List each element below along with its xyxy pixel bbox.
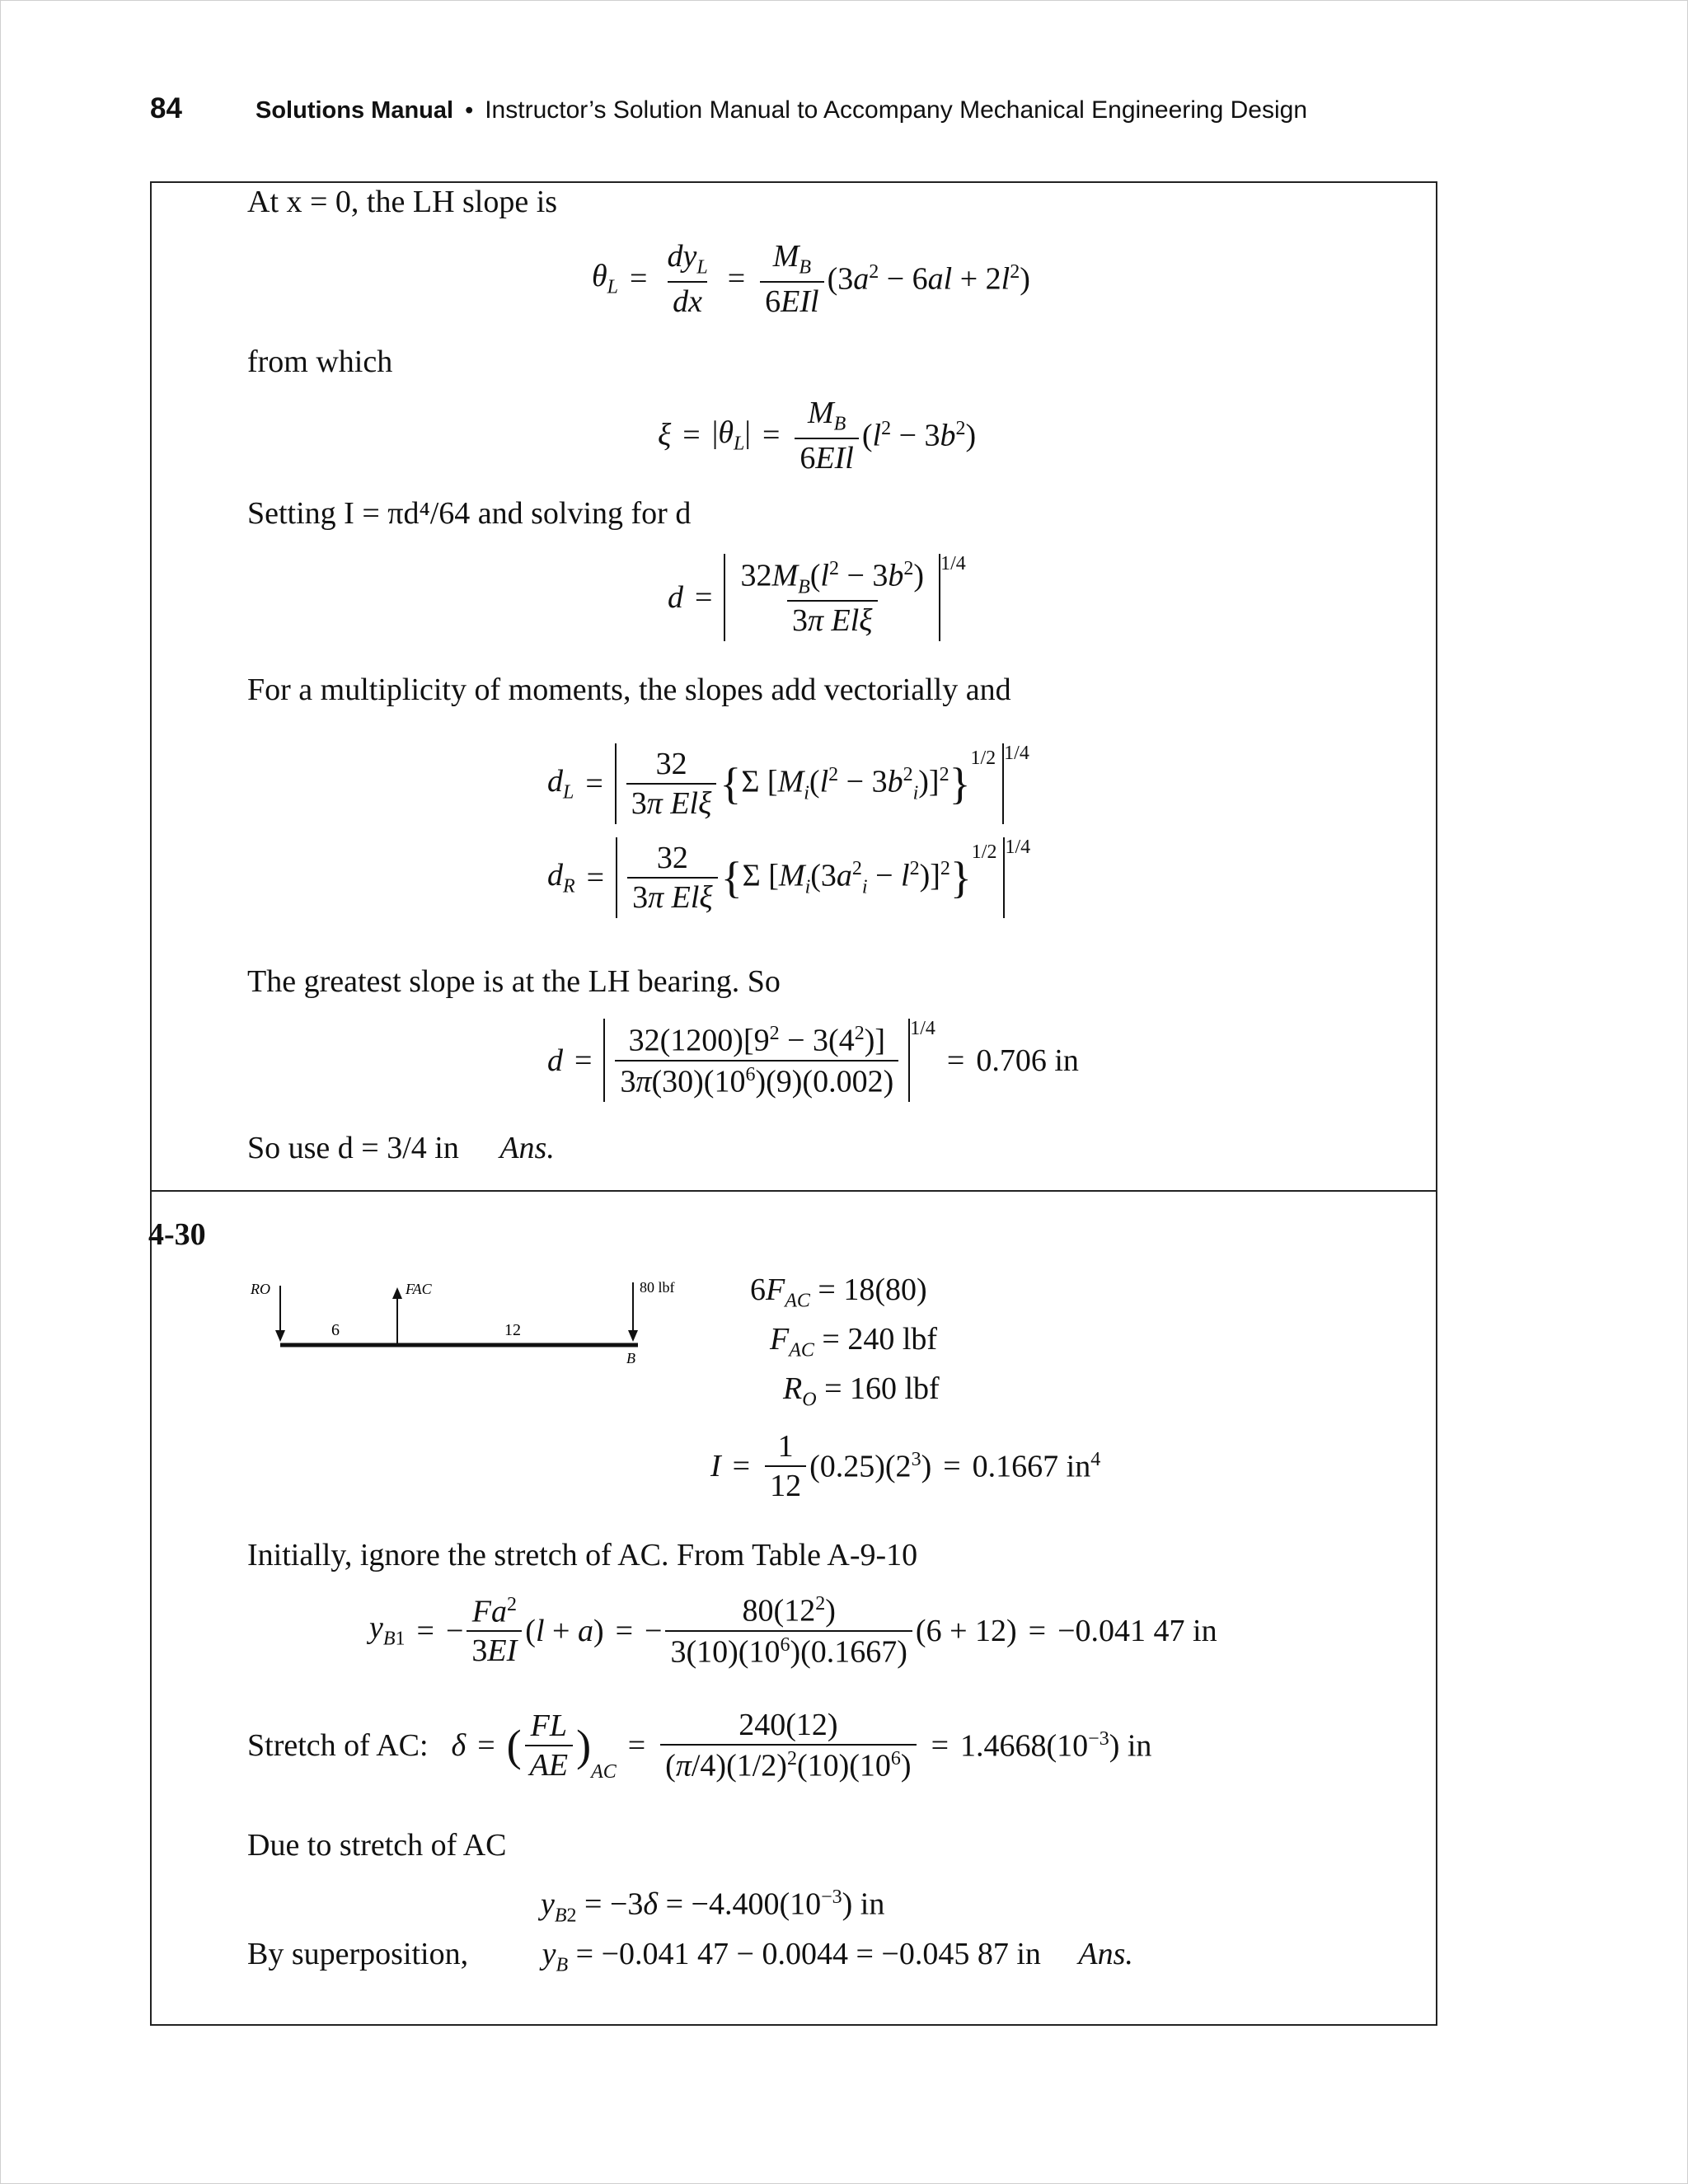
text-superposition-row [247,1938,1133,1975]
text-ignore-stretch: Initially, ignore the stretch of AC. From Table A-9-10 [247,1538,918,1572]
equation-inertia: I = $\frac{1}{12}$ $(0.25)(2^3)$ = 0.1667 $in^4$ [710,1429,1101,1503]
equation-yb2: $y_{B2} = -3\delta = -4.400(10^{-3})$ in [541,1886,885,1927]
answer-label-yb: Ans. [1078,1937,1133,1971]
equation-d-l: $d_L$ = $\frac{32}{\text{3π Elξ}}$ { Σ $[M_i(l^2 - 3b^2_i)]^2$ } 1/2 1/4 [547,743,1029,824]
equation-d-numeric: d = $\frac{32(1200)[9^2 - 3(4^2)]}{3\pi(30)(10^6)(9)(0.002)}$ 1/4 = 0.706 in [547,1019,1079,1102]
page-number: 84 [150,92,182,124]
equation-fac: $F_{AC} = 240$ lbf [770,1322,938,1361]
dimension-6: 6 [331,1321,340,1339]
text-lh-slope: At x = 0, the LH slope is [247,185,558,219]
ro-label: RO [251,1281,270,1297]
book-subtitle: Instructor’s Solution Manual to Accompany Mechanical Engineering Design [485,96,1307,124]
fac-arrowhead [392,1287,402,1299]
text-setting-i: Setting I = πd⁴/64 and solving for d [247,496,692,531]
equation-xi: ξ = $|\theta_L|$ = $\frac{M_B}{\text{6EIl}}$ $(l^2 - 3b^2)$ [658,396,977,476]
load-label: 80 lbf [640,1279,675,1296]
equation-theta-l: $\theta_L$ = $\frac{dy_L}{dx}$ = $\frac{M_B}{\text{6EIl}}$ $(3a^2 - 6al + 2l^2)$ [592,239,1030,319]
stretch-label: Stretch of AC: [247,1727,429,1763]
equation-moment: $6F_{AC} = 18(80)$ [750,1272,927,1312]
beam-diagram [239,1269,701,1376]
point-b-label: B [626,1350,635,1366]
book-title: Solutions Manual [256,97,454,124]
running-header [150,92,1307,134]
equation-d-r: $d_R$ = $\frac{32}{\text{3π Elξ}}$ { Σ $[M_i(3a^2_i - l^2)]^2$ } 1/2 1/4 [547,837,1030,918]
text-greatest-slope: The greatest slope is at the LH bearing. So [247,964,781,999]
equation-d-general: d = $\frac{32M_B(l^2 - 3b^2)}{\text{3π Elξ}}$ 1/4 [668,554,966,641]
equation-ro: $R_O = 160$ lbf [783,1371,940,1411]
problem-number: 4-30 [148,1217,206,1252]
load-arrowhead [628,1330,638,1342]
text-multiplicity: For a multiplicity of moments, the slopes add vectorially and [247,673,1011,707]
equation-yb: $y_B = -0.041$ 47 − 0.0044 = −0.045 87 in [542,1937,1041,1976]
header-bullet: • [465,97,474,124]
fac-label: FAC [406,1281,432,1297]
superposition-label: By superposition, [247,1937,469,1971]
equation-delta: Stretch of AC: δ = ( $\frac{FL}{AE}$ ) AC = $\frac{240(12)}{(\pi/4)(1/2)^2(10)(10^6)}$ = $1.4668(10^{-3})$ in [247,1708,1152,1783]
so-use-d: So use d = 3/4 in [247,1131,459,1165]
text-due-to-stretch: Due to stretch of AC [247,1828,507,1863]
answer-label: Ans. [499,1131,555,1165]
text-so-use [247,1132,555,1164]
text-from-which: from which [247,344,393,379]
ro-arrowhead [275,1330,285,1342]
dimension-12: 12 [504,1321,521,1339]
equation-yb1: $y_{B1}$ = − $\frac{Fa^2}{3EI}$ (l + a) = − $\frac{80(12^2)}{3(10)(10^6)(0.1667)}$ (6 + 12) = −0.041 47 in [369,1593,1217,1670]
